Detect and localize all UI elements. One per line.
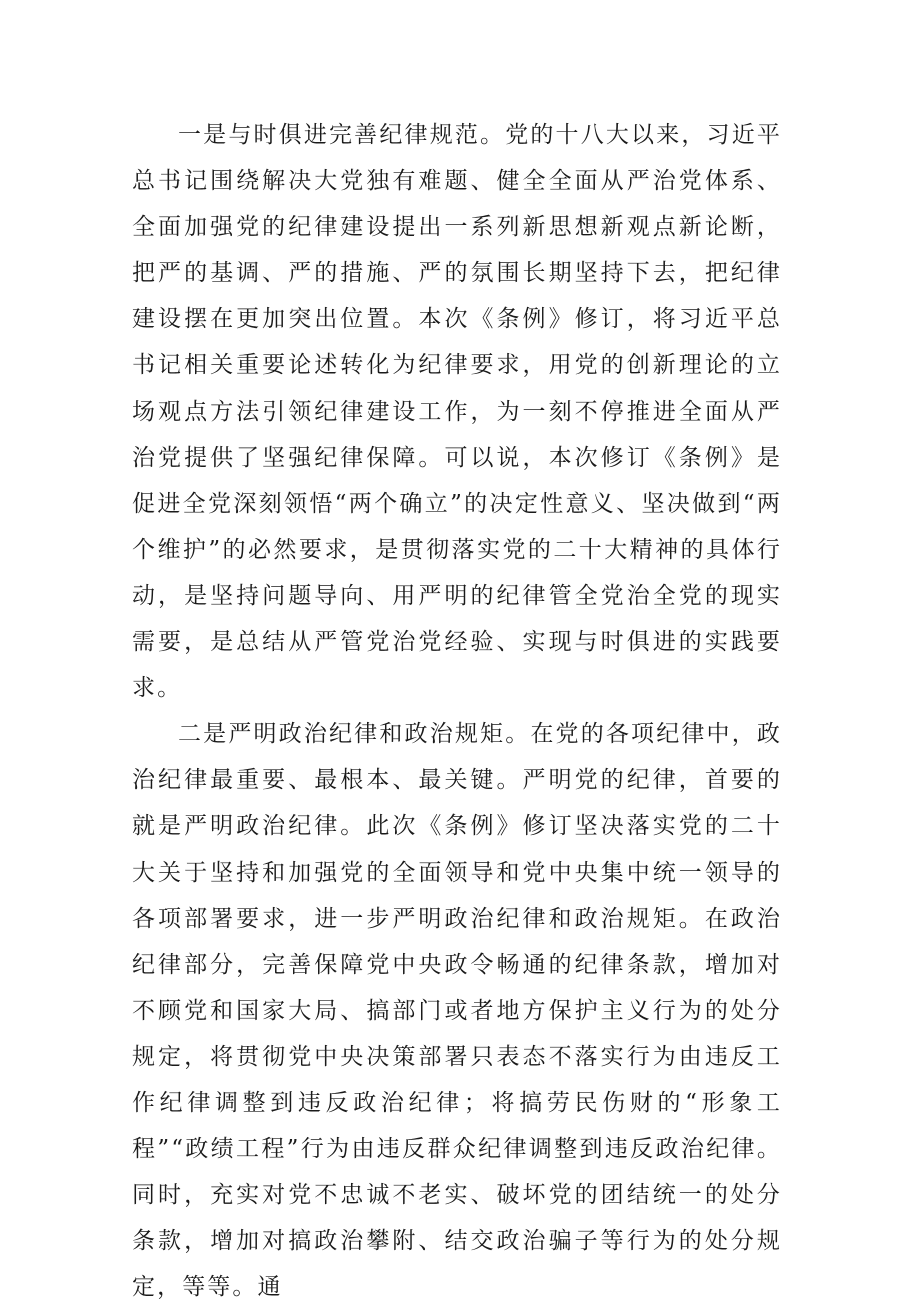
- paragraph-1: 一是与时俱进完善纪律规范。党的十八大以来，习近平总书记围绕解决大党独有难题、健全全面从严治党体系、全面加强党的纪律建设提出一系列新思想新观点新论断，把严的基调、严的措施、严的氛围长期坚持下去，把纪律建设摆在更加突出位置。本次《条例》修订，将习近平总书记相关重要论述转化为纪律要求，用党的创新理论的立场观点方法引领纪律建设工作，为一刻不停推进全面从严治党提供了坚强纪律保障。可以说，本次修订《条例》是促进全党深刻领悟“两个确立”的决定性意义、坚决做到“两个维护”的必然要求，是贯彻落实党的二十大精神的具体行动，是坚持问题导向、用严明的纪律管全党治全党的现实需要，是总结从严管党治党经验、实现与时俱进的实践要求。: [132, 122, 782, 702]
- paragraph-2: 二是严明政治纪律和政治规矩。在党的各项纪律中，政治纪律最重要、最根本、最关键。严明党的纪律，首要的就是严明政治纪律。此次《条例》修订坚决落实党的二十大关于坚持和加强党的全面领导和党中央集中统一领导的各项部署要求，进一步严明政治纪律和政治规矩。在政治纪律部分，完善保障党中央政令畅通的纪律条款，增加对不顾党和国家大局、搞部门或者地方保护主义行为的处分规定，将贯彻党中央决策部署只表态不落实行为由违反工作纪律调整到违反政治纪律；将搞劳民伤财的“形象工程”“政绩工程”行为由违反群众纪律调整到违反政治纪律。同时，充实对党不忠诚不老实、破坏党的团结统一的处分条款，增加对搞政治攀附、结交政治骗子等行为的处分规定，等等。通: [132, 721, 782, 1301]
- document-body: [132, 112, 782, 1310]
